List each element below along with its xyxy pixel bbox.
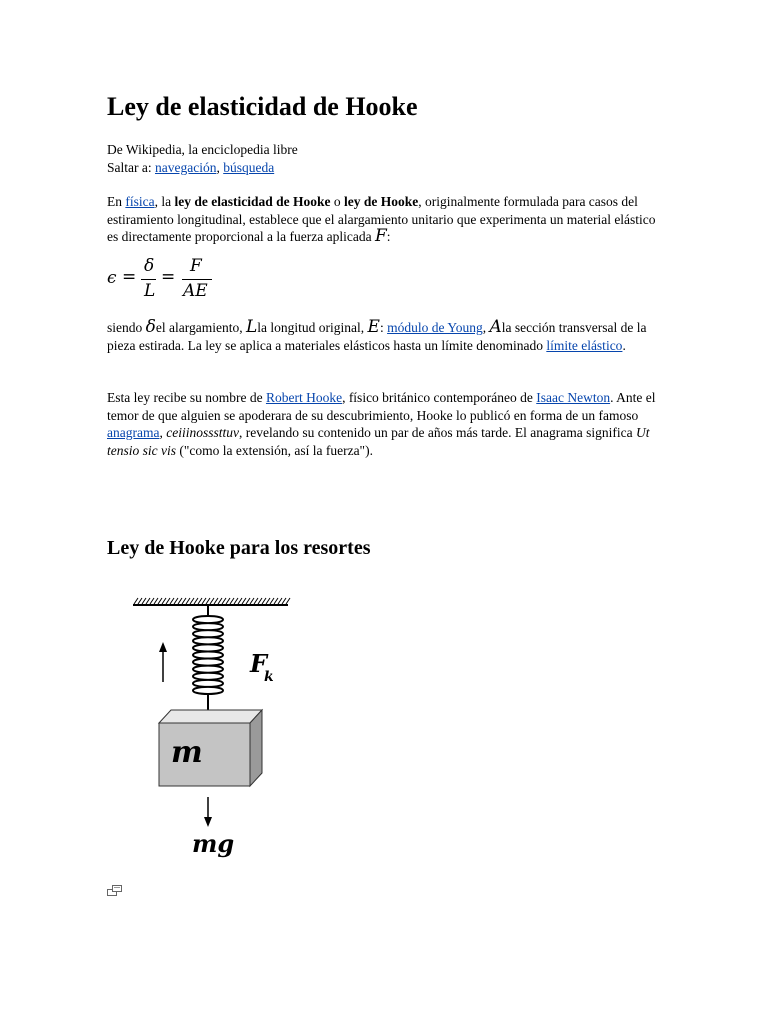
spring-mass-diagram [128, 590, 298, 870]
latin-phrase: Ut tensio sic vis [107, 425, 650, 458]
elastic-limit-link[interactable]: límite elástico [546, 337, 623, 353]
arrow-down-icon [204, 797, 212, 827]
anagram-link[interactable]: anagrama [107, 425, 160, 440]
jump-to [107, 160, 274, 175]
text: . [622, 337, 626, 353]
text: . Ante el temor de que alguien se apoderara de su descubrimiento, Hooke lo publicó en forma de un famoso [107, 390, 656, 423]
history-paragraph [107, 389, 667, 459]
text: la longitud original, [257, 320, 368, 335]
navigation-link[interactable]: navegación [154, 159, 217, 175]
weight-label: mg [192, 829, 235, 858]
text: el alargamiento, [155, 320, 246, 335]
text: siendo [107, 320, 146, 335]
section-heading-springs: Ley de Hooke para los resortes [107, 537, 371, 559]
formula-denominator-AE: AE [183, 281, 208, 301]
text: , [482, 320, 490, 335]
enlarge-icon[interactable] [107, 885, 123, 897]
search-link[interactable]: búsqueda [223, 159, 275, 175]
robert-hooke-link[interactable]: Robert Hooke [265, 390, 343, 405]
text: En [107, 194, 126, 209]
isaac-newton-link[interactable]: Isaac Newton [536, 390, 611, 405]
text: , [159, 425, 167, 440]
from-wikipedia: De Wikipedia, la enciclopedia libre [107, 142, 298, 157]
formula-equals: = [122, 267, 137, 287]
formula-numerator-delta: δ [144, 256, 155, 276]
mass-label: m [171, 735, 203, 770]
arrow-up-icon [159, 642, 167, 682]
fisica-link[interactable]: física [125, 194, 155, 209]
page-title: Ley de elasticidad de Hooke [107, 92, 418, 121]
formula-denominator-L: L [144, 281, 156, 301]
jump-separator: , [216, 159, 224, 175]
bold-term: ley de elasticidad de Hooke [174, 194, 331, 209]
formula-equals: = [161, 267, 176, 287]
math-variable: F [374, 226, 387, 246]
jump-prefix: Saltar a: [107, 159, 155, 175]
math-variable: A [489, 317, 502, 337]
definitions-paragraph [107, 319, 667, 354]
intro-paragraph [107, 193, 667, 246]
fraction-bar [182, 279, 212, 280]
spring-coil [193, 616, 223, 694]
formula-numerator-F: F [190, 256, 202, 276]
text: , originalmente formulada para casos del estiramiento longitudinal, establece que el alargamiento unitario que experimenta un material elástico es directamente proporcional a la fuerza aplicada [107, 194, 656, 244]
site-subtitle [107, 141, 667, 176]
bold-term: ley de Hooke [344, 194, 419, 209]
text: : [379, 320, 388, 335]
fraction-bar [141, 279, 156, 280]
text: la sección transversal de la pieza estirada. La ley se aplica a materiales elásticos hasta un límite denominado [107, 320, 647, 353]
text: Esta ley recibe su nombre de [107, 390, 266, 405]
text: , la [154, 194, 175, 209]
text: , revelando su contenido un par de años más tarde. El anagrama significa [238, 425, 636, 440]
text: o [330, 194, 344, 209]
anagram-text: ceiiinosssttuv [166, 425, 239, 440]
math-variable: L [245, 317, 258, 337]
math-variable: δ [145, 317, 156, 337]
spring-force-subscript: k [264, 669, 274, 685]
young-modulus-link[interactable]: módulo de Young [387, 320, 483, 335]
text: ("como la extensión, así la fuerza"). [176, 442, 373, 458]
text: , físico británico contemporáneo de [342, 390, 537, 405]
hooke-formula [107, 254, 227, 306]
math-variable: E [367, 317, 380, 337]
spring-force-label: F [250, 649, 268, 678]
text: : [386, 229, 391, 244]
formula-epsilon: ϵ [107, 268, 117, 288]
